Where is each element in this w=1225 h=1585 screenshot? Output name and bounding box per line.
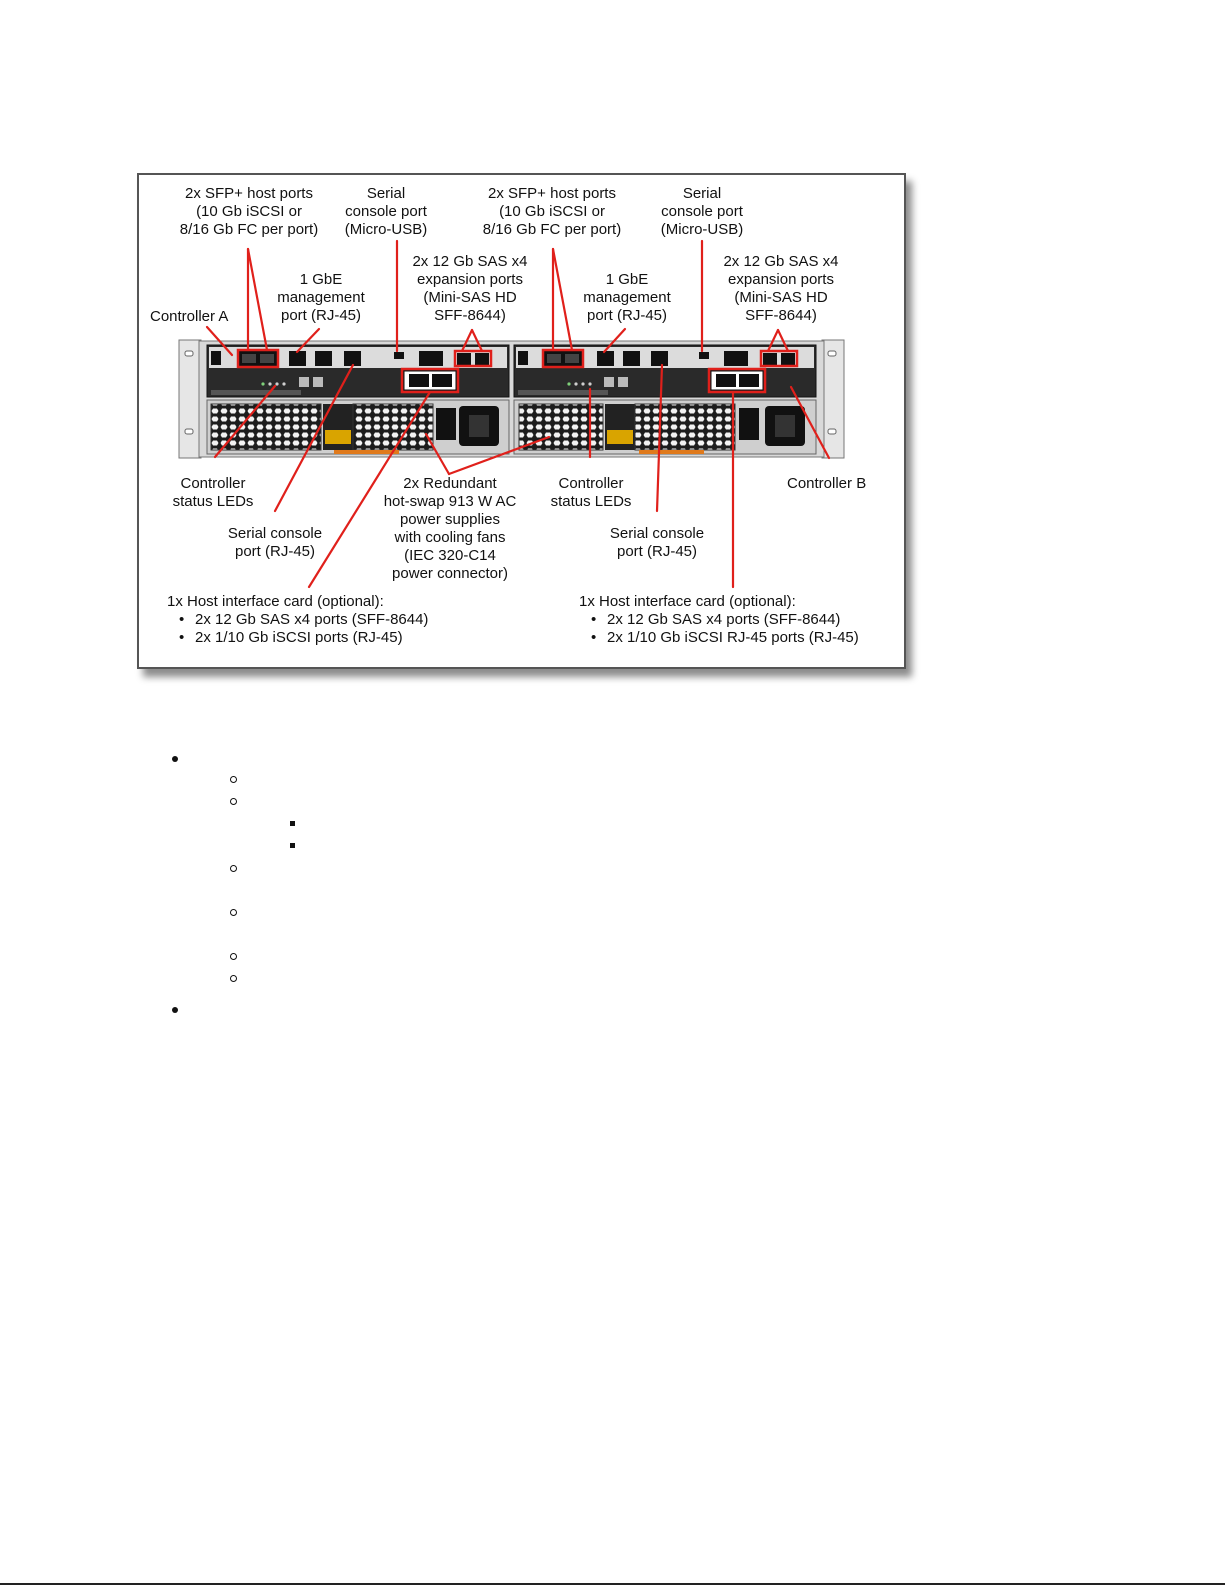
label-line: expansion ports xyxy=(728,271,834,288)
list-bullet-disc xyxy=(172,756,178,762)
sas-ports-a xyxy=(457,353,471,365)
label-line: Serial console xyxy=(609,525,705,542)
rj45-port-b1 xyxy=(597,351,614,366)
hic-item xyxy=(179,629,428,647)
label-line: 2x Redundant xyxy=(403,475,497,492)
label-power-supplies xyxy=(375,475,525,583)
hic-item xyxy=(591,629,859,647)
label-line: Controller xyxy=(558,475,624,492)
label-line: 1 GbE xyxy=(299,271,343,288)
label-line: 2x SFP+ host ports xyxy=(488,185,616,202)
list-bullet-circle xyxy=(230,953,237,960)
label-line: expansion ports xyxy=(417,271,523,288)
list-bullet-circle xyxy=(230,776,237,783)
label-line: 2x 12 Gb SAS x4 xyxy=(412,253,528,270)
hic-title: 1x Host interface card (optional): xyxy=(579,593,796,610)
hic-item-text: 2x 12 Gb SAS x4 ports (SFF-8644) xyxy=(195,611,429,628)
label-management-port-b xyxy=(577,271,677,325)
label-line: management xyxy=(277,289,365,306)
list-bullet-circle xyxy=(230,865,237,872)
hic-item xyxy=(591,611,859,629)
label-line: (IEC 320-C14 xyxy=(404,547,496,564)
bullet-icon: • xyxy=(591,611,597,628)
label-sas-expansion-ports-b xyxy=(716,253,846,325)
label-line: SFF-8644) xyxy=(434,307,506,324)
label-line: (Mini-SAS HD xyxy=(734,289,828,306)
hic-item-text: 2x 1/10 Gb iSCSI RJ-45 ports (RJ-45) xyxy=(607,629,859,646)
bullet-icon: • xyxy=(179,629,185,646)
hic-item-text: 2x 1/10 Gb iSCSI ports (RJ-45) xyxy=(195,629,403,646)
hic-title: 1x Host interface card (optional): xyxy=(167,593,384,610)
label-line: console port xyxy=(661,203,743,220)
power-switch-a xyxy=(436,408,456,440)
label-status-leds-a xyxy=(161,475,265,511)
label-line: 8/16 Gb FC per port) xyxy=(179,221,319,238)
power-supply-b xyxy=(514,400,816,454)
rj45-port-a1 xyxy=(289,351,306,366)
label-line: port (RJ-45) xyxy=(586,307,668,324)
power-switch-b xyxy=(739,408,759,440)
label-line: management xyxy=(583,289,671,306)
label-host-interface-card-b xyxy=(579,593,859,647)
label-line: port (RJ-45) xyxy=(280,307,362,324)
label-line: (10 Gb iSCSI or xyxy=(196,203,302,220)
micro-usb-b xyxy=(699,352,709,359)
label-line: Controller A xyxy=(150,308,229,325)
label-line: status LEDs xyxy=(172,493,254,510)
label-serial-rj45-a xyxy=(215,525,335,561)
label-line: power supplies xyxy=(399,511,501,528)
label-controller-a xyxy=(150,308,228,326)
label-line: Serial xyxy=(682,185,722,202)
label-line: port (RJ-45) xyxy=(616,543,698,560)
list-bullet-square xyxy=(290,843,295,848)
label-line: with cooling fans xyxy=(394,529,506,546)
label-line: (Mini-SAS HD xyxy=(423,289,517,306)
hic-item-text: 2x 12 Gb SAS x4 ports (SFF-8644) xyxy=(607,611,841,628)
label-line: (10 Gb iSCSI or xyxy=(499,203,605,220)
label-line: SFF-8644) xyxy=(745,307,817,324)
label-sfp-host-ports-a xyxy=(179,185,319,239)
label-micro-usb-console-b xyxy=(654,185,750,239)
label-line: 8/16 Gb FC per port) xyxy=(482,221,622,238)
label-line: status LEDs xyxy=(550,493,632,510)
rj45-serial-b xyxy=(651,351,668,366)
list-bullet-disc xyxy=(172,1007,178,1013)
list-bullet-square xyxy=(290,821,295,826)
label-line: 1 GbE xyxy=(605,271,649,288)
label-line: Controller xyxy=(180,475,246,492)
label-line: power connector) xyxy=(392,565,508,582)
hardware-diagram xyxy=(137,173,906,669)
label-line: Serial xyxy=(366,185,406,202)
micro-usb-a xyxy=(394,352,404,359)
hic-item xyxy=(179,611,428,629)
label-management-port-a xyxy=(271,271,371,325)
label-status-leds-b xyxy=(539,475,643,511)
bullet-icon: • xyxy=(591,629,597,646)
label-line: 2x 12 Gb SAS x4 xyxy=(723,253,839,270)
label-host-interface-card-a xyxy=(167,593,428,647)
bullet-icon: • xyxy=(179,611,185,628)
controller-b-module xyxy=(514,345,816,397)
label-line: Controller B xyxy=(787,475,867,492)
rj45-serial-a xyxy=(344,351,361,366)
hic-items xyxy=(579,611,859,647)
label-sfp-host-ports-b xyxy=(482,185,622,239)
label-serial-rj45-b xyxy=(597,525,717,561)
label-line: (Micro-USB) xyxy=(660,221,744,238)
controller-a-module xyxy=(207,345,509,397)
power-supply-a xyxy=(207,400,509,454)
list-bullet-circle xyxy=(230,798,237,805)
list-bullet-circle xyxy=(230,909,237,916)
hic-items xyxy=(167,611,428,647)
label-line: (Micro-USB) xyxy=(344,221,428,238)
label-controller-b xyxy=(787,475,866,493)
label-line: console port xyxy=(345,203,427,220)
rack-ear-right xyxy=(822,340,844,458)
sas-ports-b xyxy=(763,353,777,365)
label-line: 2x SFP+ host ports xyxy=(185,185,313,202)
label-sas-expansion-ports-a xyxy=(405,253,535,325)
label-line: port (RJ-45) xyxy=(234,543,316,560)
list-bullet-circle xyxy=(230,975,237,982)
label-line: hot-swap 913 W AC xyxy=(383,493,517,510)
rack-ear-left xyxy=(179,340,201,458)
label-micro-usb-console-a xyxy=(338,185,434,239)
label-line: Serial console xyxy=(227,525,323,542)
